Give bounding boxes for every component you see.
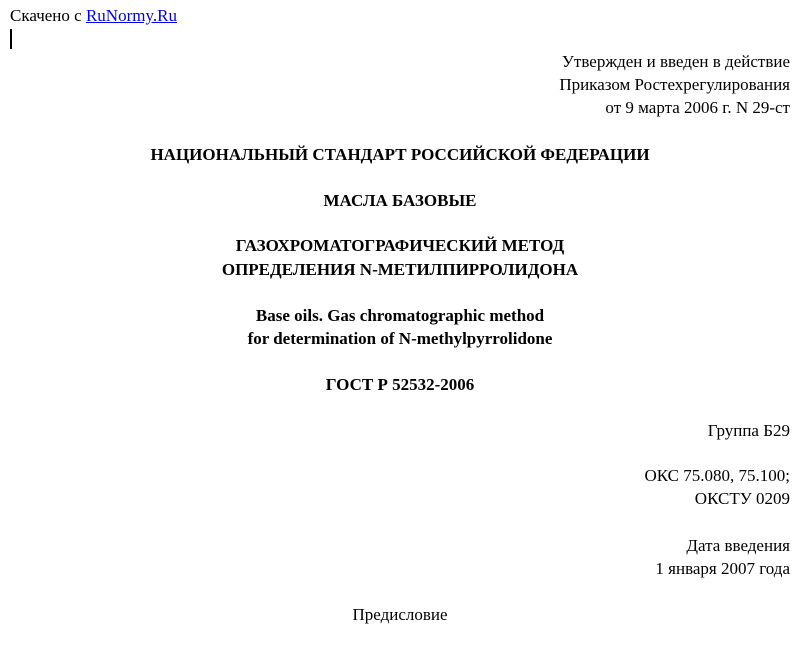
english-title-line-2: for determination of N-methylpyrrolidone [247, 329, 553, 348]
source-prefix: Скачено с [10, 6, 86, 25]
oks-code-line-2: ОКСТУ 0209 [694, 489, 790, 508]
introduction-date-label: Дата введения [686, 536, 790, 555]
source-line [10, 5, 177, 27]
oks-code-line-1: ОКС 75.080, 75.100; [644, 466, 790, 485]
introduction-date-block [655, 534, 790, 580]
group-code: Группа Б29 [707, 421, 790, 440]
group-block [708, 419, 790, 442]
method-title-line-1: ГАЗОХРОМАТОГРАФИЧЕСКИЙ МЕТОД [235, 236, 565, 255]
text-cursor [10, 29, 12, 49]
classification-block [644, 464, 790, 510]
introduction-date-value: 1 января 2007 года [655, 559, 790, 578]
foreword-heading: Предисловие [352, 605, 448, 624]
approval-line-3: от 9 марта 2006 г. N 29-ст [605, 98, 790, 117]
gost-number: ГОСТ Р 52532-2006 [325, 375, 475, 394]
national-standard-title: НАЦИОНАЛЬНЫЙ СТАНДАРТ РОССИЙСКОЙ ФЕДЕРАЦИИ [150, 145, 650, 164]
base-oils-title: МАСЛА БАЗОВЫЕ [323, 191, 477, 210]
method-title-line-2: ОПРЕДЕЛЕНИЯ N-МЕТИЛПИРРОЛИДОНА [221, 260, 579, 279]
approval-line-1: Утвержден и введен в действие [561, 52, 790, 71]
english-title-line-1: Base oils. Gas chromatographic method [255, 306, 545, 325]
approval-line-2: Приказом Ростехрегулирования [559, 75, 790, 94]
approval-block [559, 50, 790, 119]
runormy-link[interactable]: RuNormy.Ru [85, 6, 177, 25]
